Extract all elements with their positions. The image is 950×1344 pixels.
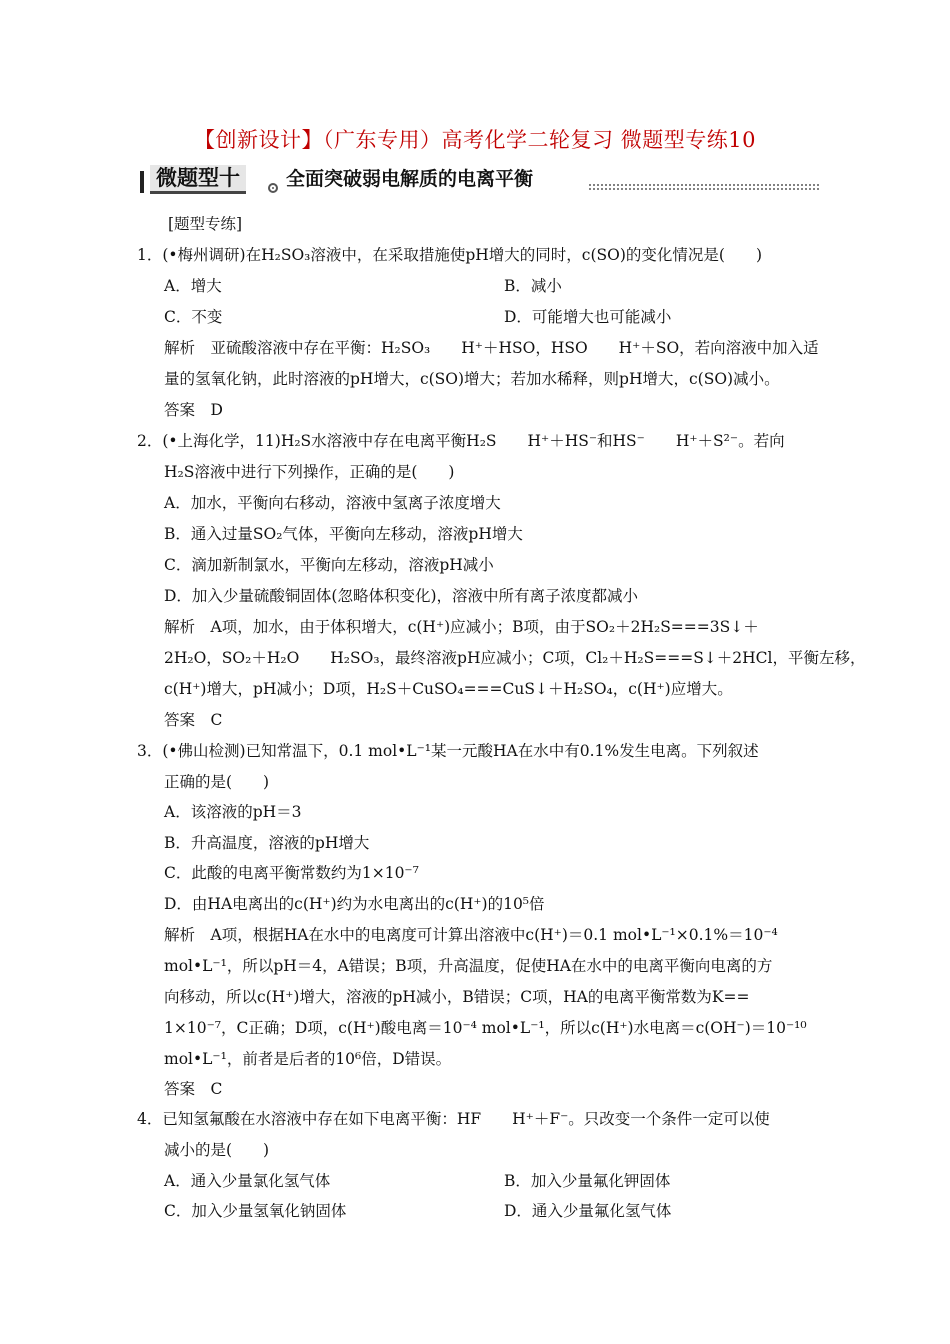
q4-option-c: C．加入少量氢氧化钠固体 [164,1202,347,1220]
q2-analysis-line3: c(H⁺)增大，pH减小；D项，H₂S＋CuSO₄===CuS↓＋H₂SO₄，c(H⁺)应增大。 [164,680,733,698]
q2-stem-line2: H₂S溶液中进行下列操作，正确的是( ) [164,463,455,481]
q1-option-b: B．减小 [504,277,562,295]
q3-option-b: B．升高温度，溶液的pH增大 [164,834,370,852]
q2-answer: 答案 C [164,711,223,729]
q4-option-b: B．加入少量氟化钾固体 [504,1172,671,1190]
q2-option-c: C．滴加新制氯水，平衡向左移动，溶液pH减小 [164,556,494,574]
q4-stem-line2: 减小的是( ) [164,1141,270,1159]
q1-option-c: C．不变 [164,308,223,326]
q2-option-b: B．通入过量SO₂气体，平衡向左移动，溶液pH增大 [164,525,523,543]
document-title: 【创新设计】（广东专用）高考化学二轮复习 微题型专练10 [194,128,756,152]
q2-analysis-line2: 2H₂O，SO₂＋H₂O H₂SO₃，最终溶液pH应减小；C项，Cl₂＋H₂S===S↓＋2HCl，平衡左移， [164,649,866,667]
q1-option-a: A．增大 [164,277,222,295]
q2-option-a: A．加水，平衡向右移动，溶液中氢离子浓度增大 [164,494,501,512]
q3-option-d: D．由HA电离出的c(H⁺)约为水电离出的c(H⁺)的10⁵倍 [164,895,545,913]
q2-stem-line1: 2．(•上海化学，11)H₂S水溶液中存在电离平衡H₂S H⁺＋HS⁻和HS⁻ H⁺＋S²⁻。若向 [137,432,785,450]
q2-analysis-line1: 解析 A项，加水，由于体积增大，c(H⁺)应减小；B项，由于SO₂＋2H₂S===3S↓＋ [164,618,759,636]
q2-option-d: D．加入少量硫酸铜固体(忽略体积变化)，溶液中所有离子浓度都减小 [164,587,639,605]
q3-stem-line1: 3．(•佛山检测)已知常温下，0.1 mol•L⁻¹某一元酸HA在水中有0.1%发生电离。下列叙述 [137,742,759,760]
q3-stem-line2: 正确的是( ) [164,773,270,791]
q4-stem-line1: 4．已知氢氟酸在水溶液中存在如下电离平衡：HF H⁺＋F⁻。只改变一个条件一定可以使 [137,1110,770,1128]
q1-analysis-line1: 解析 亚硫酸溶液中存在平衡：H₂SO₃ H⁺＋HSO，HSO H⁺＋SO，若向溶液中加入适 [164,339,819,357]
q3-answer: 答案 C [164,1080,223,1098]
banner-bar [140,171,144,193]
banner-subtitle: 全面突破弱电解质的电离平衡 [286,168,534,190]
q3-analysis-line3: 向移动，所以c(H⁺)增大，溶液的pH减小，B错误；C项，HA的电离平衡常数为K== [164,988,750,1006]
q4-option-d: D．通入少量氟化氢气体 [504,1202,672,1220]
q3-option-a: A．该溶液的pH＝3 [164,803,302,821]
section-banner [140,163,820,197]
q3-option-c: C．此酸的电离平衡常数约为1×10⁻⁷ [164,864,419,882]
q1-analysis-line2: 量的氢氧化钠，此时溶液的pH增大，c(SO)增大；若加水稀释，则pH增大，c(SO)减小。 [164,370,780,388]
banner-dot-icon [268,183,278,193]
banner-tag: 微题型十 [150,165,246,194]
q3-analysis-line5: mol•L⁻¹，前者是后者的10⁶倍，D错误。 [164,1050,452,1068]
section-label: [题型专练] [168,215,243,233]
q1-option-d: D．可能增大也可能减小 [504,308,672,326]
q4-option-a: A．通入少量氯化氢气体 [164,1172,331,1190]
q1-stem: 1．(•梅州调研)在H₂SO₃溶液中，在采取措施使pH增大的同时，c(SO)的变化情况是( ) [137,246,763,264]
banner-dotted-rule [588,183,820,191]
q3-analysis-line2: mol•L⁻¹，所以pH＝4，A错误；B项，升高温度，促使HA在水中的电离平衡向电离的方 [164,957,773,975]
q3-analysis-line1: 解析 A项，根据HA在水中的电离度可计算出溶液中c(H⁺)＝0.1 mol•L⁻¹×0.1%＝10⁻⁴ [164,926,778,944]
q3-analysis-line4: 1×10⁻⁷，C正确；D项，c(H⁺)酸电离＝10⁻⁴ mol•L⁻¹，所以c(H⁺)水电离＝c(OH⁻)＝10⁻¹⁰ [164,1019,807,1037]
q1-answer: 答案 D [164,401,223,419]
